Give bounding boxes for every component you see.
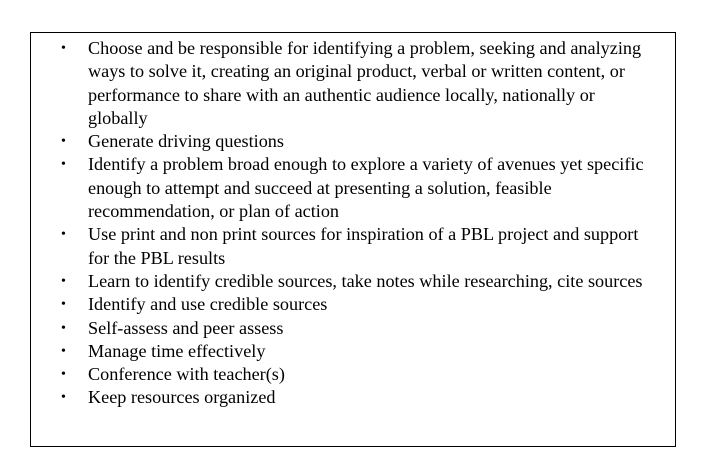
list-item [31, 386, 675, 409]
list-item-text: Manage time effectively [88, 340, 266, 361]
bullet-icon: • [61, 134, 66, 150]
bullet-icon: • [61, 297, 66, 313]
list-item [31, 270, 675, 293]
bullet-icon: • [61, 41, 66, 56]
list-item-text: Self-assess and peer assess [88, 317, 284, 338]
list-item-text: Conference with teacher(s) [88, 364, 285, 385]
bullet-icon: • [61, 273, 66, 289]
list-item [31, 153, 675, 223]
list-item [31, 340, 675, 363]
list-item-text: Identify and use credible sources [88, 294, 328, 315]
bullet-list [31, 37, 675, 410]
list-item-text: Identify a problem broad enough to explore a variety of avenues yet specific enough to attempt and succeed at presenting a solution, feasible recommendation, or plan of action [88, 154, 644, 222]
list-item [31, 363, 675, 386]
list-item-text: Use print and non print sources for inspiration of a PBL project and support for the PBL results [88, 224, 639, 268]
list-item [31, 317, 675, 340]
list-item-text: Choose and be responsible for identifying a problem, seeking and analyzing ways to solve it, creating an original product, verbal or written content, or performance to share with an authentic audience locally, nationally or globally [88, 38, 642, 128]
bullet-icon: • [61, 157, 66, 173]
list-item [31, 37, 675, 130]
list-item-text: Generate driving questions [88, 131, 284, 152]
bullet-icon: • [61, 320, 66, 336]
list-item-text: Learn to identify credible sources, take notes while researching, cite sources [88, 270, 643, 291]
list-item [31, 223, 675, 270]
list-item-text: Keep resources organized [88, 387, 276, 408]
bordered-text-box [30, 32, 676, 447]
bullet-icon: • [61, 367, 66, 383]
list-item [31, 293, 675, 316]
bullet-icon: • [61, 343, 66, 359]
list-item [31, 130, 675, 153]
bullet-icon: • [61, 227, 66, 243]
bullet-icon: • [61, 390, 66, 406]
